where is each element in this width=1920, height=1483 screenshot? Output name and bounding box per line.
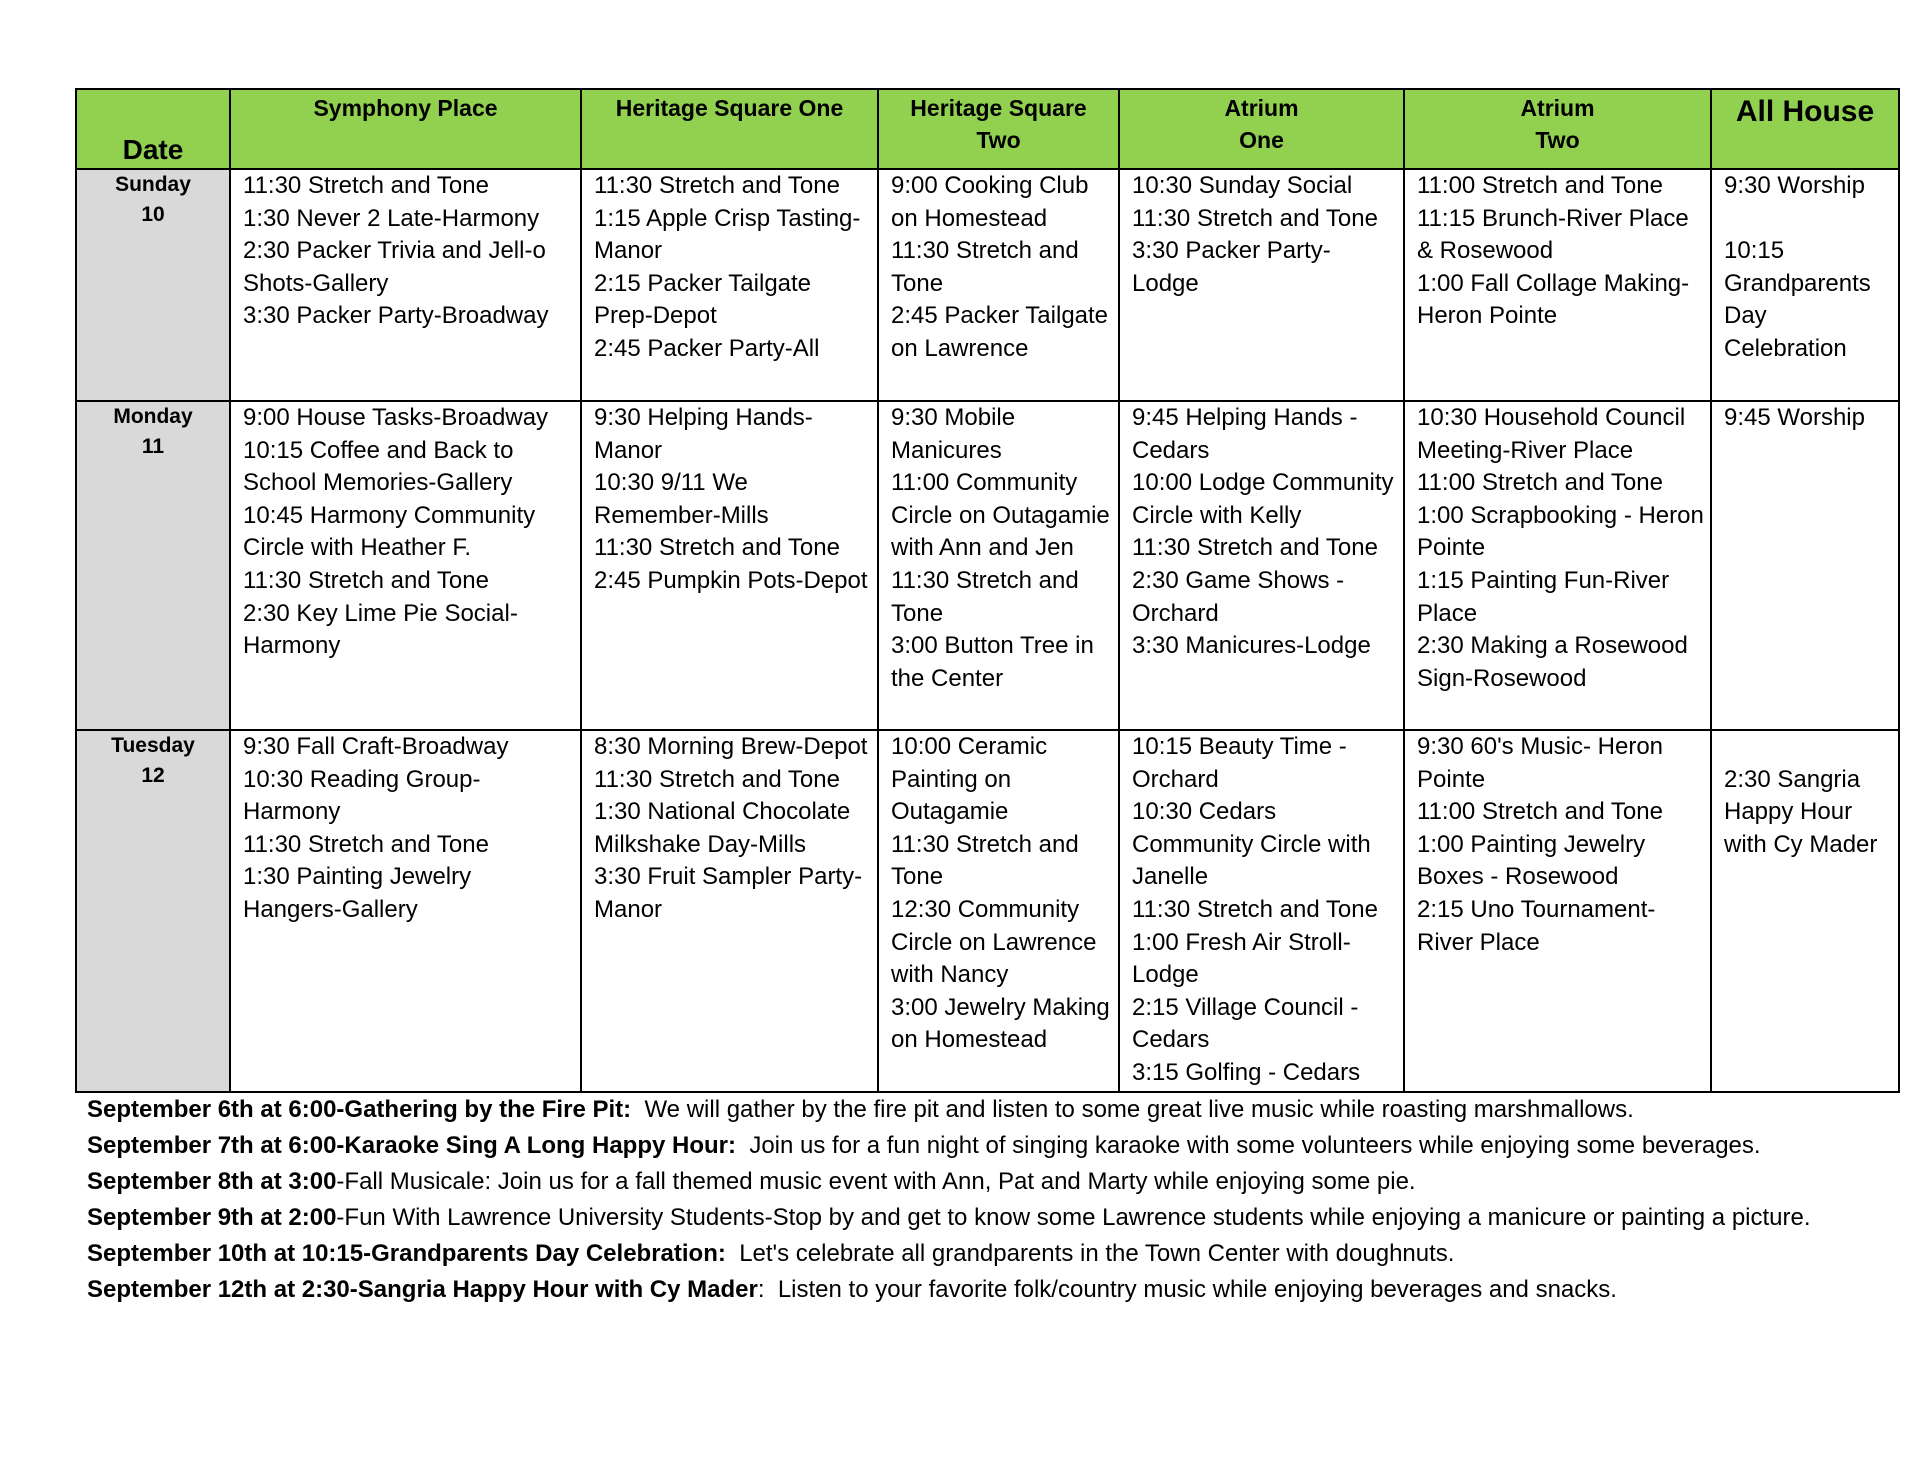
events-cell-atrium-one: 10:30 Sunday Social 11:30 Stretch and Tone 3:30 Packer Party-Lodge <box>1119 169 1404 401</box>
events-cell-heritage-square-one: 11:30 Stretch and Tone 1:15 Apple Crisp Tasting-Manor 2:15 Packer Tailgate Prep-Depot 2:45 Packer Party-All <box>581 169 878 401</box>
events-cell-heritage-square-two: 10:00 Ceramic Painting on Outagamie 11:30 Stretch and Tone 12:30 Community Circle on Lawrence with Nancy 3:00 Jewelry Making on Homestead <box>878 730 1119 1092</box>
column-header-all-house: All House <box>1711 89 1899 169</box>
day-cell <box>76 401 230 730</box>
day-name: Monday <box>113 405 193 428</box>
events-cell-symphony-place: 11:30 Stretch and Tone 1:30 Never 2 Late-Harmony 2:30 Packer Trivia and Jell-o Shots-Gallery 3:30 Packer Party-Broadway <box>230 169 581 401</box>
day-name: Sunday <box>115 173 191 196</box>
date-column-header: Date <box>76 89 230 169</box>
events-cell-symphony-place: 9:00 House Tasks-Broadway 10:15 Coffee and Back to School Memories-Gallery 10:45 Harmony Community Circle with Heather F. 11:30 Stretch and Tone 2:30 Key Lime Pie Social-Harmony <box>230 401 581 730</box>
note-heading: September 6th at 6:00-Gathering by the Fire Pit: <box>87 1096 632 1123</box>
column-header-heritage-square-two: Heritage Square Two <box>878 89 1119 169</box>
events-cell-atrium-one: 9:45 Helping Hands - Cedars 10:00 Lodge Community Circle with Kelly 11:30 Stretch and Tone 2:30 Game Shows - Orchard 3:30 Manicures-Lodge <box>1119 401 1404 730</box>
events-cell-heritage-square-one: 8:30 Morning Brew-Depot 11:30 Stretch and Tone 1:30 National Chocolate Milkshake Day-Mills 3:30 Fruit Sampler Party-Manor <box>581 730 878 1092</box>
table-row-monday <box>76 401 1899 730</box>
events-cell-atrium-two: 9:30 60's Music- Heron Pointe 11:00 Stretch and Tone 1:00 Painting Jewelry Boxes - Rosewood 2:15 Uno Tournament-River Place <box>1404 730 1711 1092</box>
note-item <box>87 1236 1897 1272</box>
note-item <box>87 1164 1897 1200</box>
note-text: -Fall Musicale: Join us for a fall themed music event with Ann, Pat and Marty while enjoying some pie. <box>336 1168 1416 1195</box>
special-events-notes <box>87 1092 1897 1308</box>
day-number: 12 <box>141 764 165 787</box>
note-heading: September 12th at 2:30-Sangria Happy Hour with Cy Mader <box>87 1276 758 1303</box>
events-cell-atrium-two: 10:30 Household Council Meeting-River Place 11:00 Stretch and Tone 1:00 Scrapbooking - Heron Pointe 1:15 Painting Fun-River Place 2:30 Making a Rosewood Sign-Rosewood <box>1404 401 1711 730</box>
column-header-heritage-square-one: Heritage Square One <box>581 89 878 169</box>
events-cell-all-house: 9:30 Worship 10:15 Grandparents Day Celebration <box>1711 169 1899 401</box>
column-header-atrium-two: Atrium Two <box>1404 89 1711 169</box>
note-text: We will gather by the fire pit and listen to some great live music while roasting marshmallows. <box>631 1096 1634 1123</box>
table-row-tuesday <box>76 730 1899 1092</box>
activity-schedule-table <box>75 88 1900 1093</box>
note-heading: September 9th at 2:00 <box>87 1204 337 1231</box>
note-text: Let's celebrate all grandparents in the Town Center with doughnuts. <box>725 1240 1455 1267</box>
note-item <box>87 1092 1897 1128</box>
events-cell-atrium-two: 11:00 Stretch and Tone 11:15 Brunch-River Place & Rosewood 1:00 Fall Collage Making-Heron Pointe <box>1404 169 1711 401</box>
note-heading: September 8th at 3:00 <box>87 1168 337 1195</box>
events-cell-heritage-square-one: 9:30 Helping Hands-Manor 10:30 9/11 We Remember-Mills 11:30 Stretch and Tone 2:45 Pumpkin Pots-Depot <box>581 401 878 730</box>
note-item <box>87 1272 1897 1308</box>
note-text: Join us for a fun night of singing karaoke with some volunteers while enjoying some beverages. <box>736 1132 1761 1159</box>
events-cell-symphony-place: 9:30 Fall Craft-Broadway 10:30 Reading Group-Harmony 11:30 Stretch and Tone 1:30 Painting Jewelry Hangers-Gallery <box>230 730 581 1092</box>
events-cell-atrium-one: 10:15 Beauty Time - Orchard 10:30 Cedars Community Circle with Janelle 11:30 Stretch and Tone 1:00 Fresh Air Stroll-Lodge 2:15 Village Council - Cedars 3:15 Golfing - Cedars <box>1119 730 1404 1092</box>
column-header-symphony-place: Symphony Place <box>230 89 581 169</box>
header-row <box>76 89 1899 169</box>
day-name: Tuesday <box>111 734 195 757</box>
day-number: 10 <box>141 203 165 226</box>
note-text: -Fun With Lawrence University Students-Stop by and get to know some Lawrence students while enjoying a manicure or painting a picture. <box>336 1204 1811 1231</box>
note-item <box>87 1128 1897 1164</box>
note-item <box>87 1200 1897 1236</box>
note-text: : Listen to your favorite folk/country music while enjoying beverages and snacks. <box>757 1276 1617 1303</box>
column-header-atrium-one: Atrium One <box>1119 89 1404 169</box>
events-cell-all-house: 9:45 Worship <box>1711 401 1899 730</box>
note-heading: September 7th at 6:00-Karaoke Sing A Long Happy Hour: <box>87 1132 736 1159</box>
day-cell <box>76 169 230 401</box>
events-cell-all-house: 2:30 Sangria Happy Hour with Cy Mader <box>1711 730 1899 1092</box>
table-row-sunday <box>76 169 1899 401</box>
note-heading: September 10th at 10:15-Grandparents Day Celebration: <box>87 1240 726 1267</box>
events-cell-heritage-square-two: 9:30 Mobile Manicures 11:00 Community Circle on Outagamie with Ann and Jen 11:30 Stretch and Tone 3:00 Button Tree in the Center <box>878 401 1119 730</box>
events-cell-heritage-square-two: 9:00 Cooking Club on Homestead 11:30 Stretch and Tone 2:45 Packer Tailgate on Lawrence <box>878 169 1119 401</box>
day-cell <box>76 730 230 1092</box>
day-number: 11 <box>141 435 165 458</box>
